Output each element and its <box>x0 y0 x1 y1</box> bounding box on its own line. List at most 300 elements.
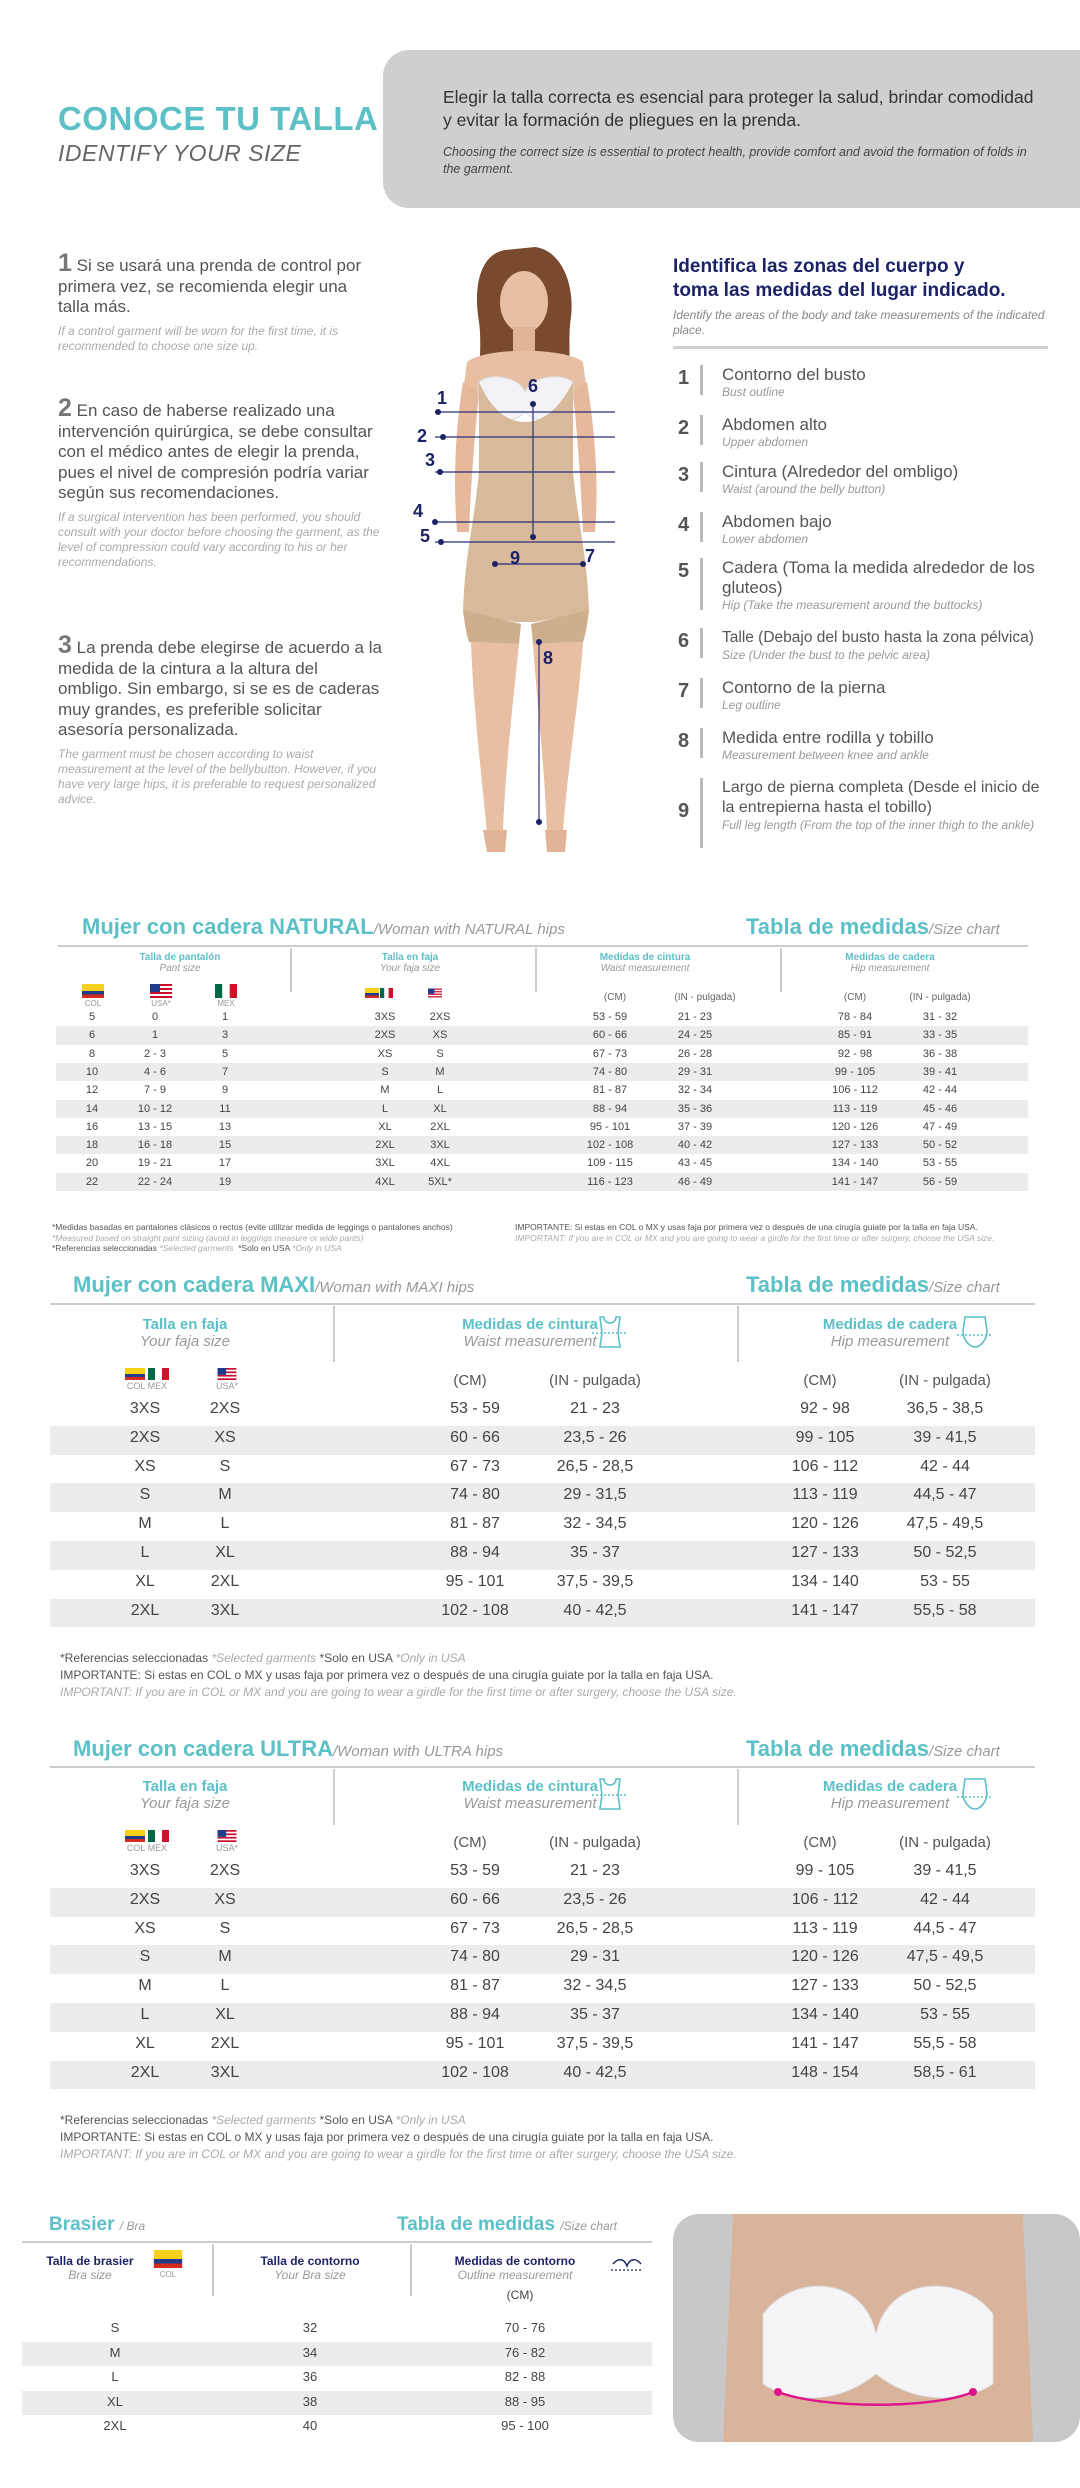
usa-flag-icon <box>217 1368 237 1380</box>
zone-bar <box>700 678 703 708</box>
table-cell: 10 <box>85 1065 99 1078</box>
table-cell: S <box>436 1047 444 1060</box>
table-cell: 32 <box>302 2320 318 2335</box>
marker-3: 3 <box>425 450 436 470</box>
ultra-chart-title <box>746 1736 1000 1762</box>
table-cell: 36,5 - 38,5 <box>906 1400 984 1417</box>
table-cell: 2XL <box>430 1120 450 1133</box>
maxi-foot-1i: *Selected garments <box>211 1651 317 1665</box>
table-cell: 16 - 18 <box>137 1139 173 1152</box>
table-cell: 7 - 9 <box>143 1084 166 1097</box>
table-cell: 2XL <box>210 1572 240 1590</box>
table-cell: 58,5 - 61 <box>913 2063 977 2081</box>
zone-bar <box>700 778 703 848</box>
zone-label-en: Waist (around the belly button) <box>722 482 886 496</box>
left-leg-shape <box>471 642 519 832</box>
table-cell: 106 - 112 <box>791 1457 859 1475</box>
ultra-title-sub: /Woman with ULTRA hips <box>332 1743 504 1760</box>
zone-label-es: Largo de pierna completa (Desde el inicio de la entrepierna hasta el tobillo) <box>722 779 1040 816</box>
table-cell: 22 - 24 <box>137 1175 173 1188</box>
maxi-col-divider <box>737 1306 739 1362</box>
table-cell: 23,5 - 26 <box>563 1428 627 1446</box>
bra-col-meas-sub: Outline measurement <box>457 2268 573 2282</box>
table-cell: 95 - 101 <box>589 1120 631 1133</box>
table-cell: 43 - 45 <box>677 1157 713 1170</box>
table-cell: 2XL <box>210 2034 240 2052</box>
bra-col-divider <box>410 2244 412 2296</box>
bra-col-divider <box>212 2244 214 2296</box>
table-cell: 20 <box>85 1157 99 1170</box>
table-cell: XL <box>107 2393 123 2409</box>
natural-col-waist <box>545 952 745 974</box>
zone-bar <box>700 728 703 758</box>
table-cell: 127 - 133 <box>831 1139 879 1152</box>
ultra-foot-1i: *Selected garments <box>211 2113 317 2127</box>
table-cell: 106 - 112 <box>791 1890 859 1908</box>
table-cell: 113 - 119 <box>832 1102 878 1115</box>
bra-col-contour-label: Talla de contorno <box>260 2254 360 2268</box>
natural-col-hip-sub: Hip measurement <box>850 963 930 974</box>
intro-text-es: Elegir la talla correcta es esencial para proteger la salud, brindar comodidad y evitar la formación de pliegues en la prenda. <box>443 87 1034 130</box>
zone-label-en: Upper abdomen <box>722 435 809 449</box>
zone-number: 9 <box>678 800 690 822</box>
ultra-foot-1b: *Solo en USA <box>319 2113 393 2127</box>
maxi-chart-sub: /Size chart <box>928 1279 1000 1296</box>
table-cell: 3XL <box>375 1157 395 1170</box>
zone-item <box>678 628 1048 662</box>
marker-9: 9 <box>510 548 521 568</box>
table-cell: 44,5 - 47 <box>913 1486 977 1504</box>
table-cell: 120 - 126 <box>831 1120 879 1133</box>
maxi-col-waist-sub: Waist measurement <box>463 1333 597 1350</box>
body-figure <box>395 232 665 862</box>
table-cell: XS <box>134 1919 156 1937</box>
table-cell: XS <box>134 1457 156 1475</box>
table-cell: 7 <box>221 1065 229 1078</box>
maxi-foot-1bi: *Only in USA <box>395 1651 466 1665</box>
col-mex-flag-icon <box>365 988 393 998</box>
table-cell: 18 <box>85 1139 99 1152</box>
usa-flag-icon <box>217 1830 237 1842</box>
table-cell: 13 - 15 <box>137 1120 173 1133</box>
table-cell: XL <box>215 1544 235 1561</box>
maxi-col-faja <box>100 1316 270 1350</box>
table-cell: 141 - 147 <box>791 1601 859 1619</box>
zone-bar <box>700 628 703 658</box>
table-cell: 99 - 105 <box>834 1065 876 1078</box>
bra-chart-title <box>397 2214 617 2236</box>
table-cell: 33 - 35 <box>922 1029 958 1042</box>
maxi-foot-1: *Referencias seleccionadas <box>60 1651 209 1665</box>
zone-label-es: Abdomen bajo <box>722 512 832 531</box>
table-cell: 47,5 - 49,5 <box>906 1948 984 1966</box>
table-cell: 29 - 31,5 <box>563 1486 627 1504</box>
ultra-unit-in-hip: (IN - pulgada) <box>899 1834 991 1851</box>
table-cell: 55,5 - 58 <box>913 1601 977 1619</box>
table-cell: 88 - 94 <box>450 2006 500 2023</box>
ultra-chart-main: Tabla de medidas <box>746 1736 929 1761</box>
natural-title <box>82 914 565 940</box>
maxi-col-hip-label: Medidas de cadera <box>822 1316 958 1333</box>
ultra-chart-sub: /Size chart <box>928 1743 1000 1760</box>
table-cell: 88 - 94 <box>592 1102 628 1115</box>
zone-item <box>678 778 1048 832</box>
ultra-col-faja-label: Talla en faja <box>142 1778 228 1795</box>
table-cell: 21 - 23 <box>570 1862 620 1879</box>
table-cell: 29 - 31 <box>570 1948 620 1966</box>
zone-label-es: Talle (Debajo del busto hasta la zona pélvica) <box>722 629 1034 646</box>
natural-col-pants-label: Talla de pantalón <box>139 952 221 963</box>
table-cell: S <box>219 1457 231 1475</box>
table-cell: 60 - 66 <box>450 1890 500 1908</box>
ultra-col-divider <box>333 1769 335 1825</box>
table-cell: 88 - 94 <box>450 1544 500 1561</box>
natural-col-hip-label: Medidas de cadera <box>845 952 935 963</box>
table-cell: 39 - 41,5 <box>913 1428 977 1446</box>
natural-flag-col-label: COL <box>84 999 102 1008</box>
table-cell: 17 <box>218 1157 232 1170</box>
natural-foot-1: *Medidas basadas en pantalones clásicos o rectos (evite utilizar medida de leggings o pantalones anchos) <box>52 1222 453 1232</box>
table-cell: 55,5 - 58 <box>913 2034 977 2052</box>
table-cell: 5 <box>221 1047 229 1060</box>
bra-col-meas-label: Medidas de contorno <box>454 2254 576 2268</box>
table-cell: 70 - 76 <box>504 2320 546 2335</box>
table-cell: M <box>218 1948 232 1966</box>
natural-flag-mex-label: MEX <box>217 999 235 1008</box>
table-cell: 67 - 73 <box>450 1457 500 1475</box>
table-cell: 3XL <box>430 1139 450 1152</box>
zone-label-en: Hip (Take the measurement around the buttocks) <box>722 598 983 612</box>
table-cell: 92 - 98 <box>800 1400 850 1417</box>
natural-title-main: Mujer con cadera NATURAL <box>82 914 374 939</box>
table-cell: 102 - 108 <box>441 1601 509 1619</box>
natural-flag-usa-label: USA* <box>151 999 171 1008</box>
table-cell: 47,5 - 49,5 <box>906 1515 984 1533</box>
natural-foot-3i: *Selected garments <box>159 1243 234 1253</box>
note-1 <box>58 249 383 354</box>
zone-item <box>678 558 1048 612</box>
ultra-footnotes <box>60 2112 1040 2163</box>
usa-flag-icon <box>428 988 442 998</box>
maxi-chart-title <box>746 1272 1000 1298</box>
zone-label-en: Leg outline <box>722 698 781 712</box>
table-cell: 15 <box>218 1139 232 1152</box>
table-cell: 2XS <box>429 1011 451 1023</box>
waist-measure-icon <box>590 1775 630 1813</box>
table-cell: 134 - 140 <box>791 2006 859 2023</box>
table-cell: XS <box>432 1029 448 1042</box>
natural-footnotes-right <box>515 1222 1025 1243</box>
natural-col-hip <box>790 952 990 974</box>
table-cell: 21 - 23 <box>570 1400 620 1417</box>
table-cell: 2XL <box>130 2063 160 2081</box>
note-text-en: The garment must be chosen according to waist measurement at the level of the bellybutton. However, if you have very large hips, it is preferable to request personalized advice. <box>58 746 377 806</box>
maxi-chart-main: Tabla de medidas <box>746 1272 929 1297</box>
table-cell: 3XS <box>129 1400 161 1417</box>
table-cell: 113 - 119 <box>792 1486 858 1504</box>
marker-5: 5 <box>420 526 431 546</box>
table-cell: 31 - 32 <box>922 1011 958 1023</box>
table-cell: 32 - 34 <box>677 1084 713 1097</box>
maxi-rule <box>50 1303 1035 1305</box>
mexico-flag-icon <box>215 984 237 998</box>
table-cell: S <box>139 1486 151 1504</box>
table-cell: 3 <box>221 1029 229 1042</box>
table-cell: 134 - 140 <box>791 1572 859 1590</box>
zone-bar <box>700 462 703 492</box>
zone-label-es: Contorno de la pierna <box>722 678 886 697</box>
table-cell: 53 - 59 <box>450 1862 500 1879</box>
table-cell: 36 <box>302 2369 318 2384</box>
maxi-title-sub: /Woman with MAXI hips <box>315 1279 475 1296</box>
maxi-col-waist-label: Medidas de cintura <box>462 1316 598 1333</box>
zone-number: 2 <box>678 417 690 439</box>
table-cell: XS <box>377 1047 393 1060</box>
zone-label-en: Lower abdomen <box>722 532 809 546</box>
natural-foot-3bi: *Only in USA <box>292 1243 342 1253</box>
ultra-flag-colmex-label: COL MEX <box>126 1843 168 1853</box>
table-cell: 2XS <box>374 1029 396 1042</box>
maxi-col-hip-sub: Hip measurement <box>830 1333 950 1350</box>
table-cell: 113 - 119 <box>792 1919 858 1937</box>
table-cell: 42 - 44 <box>920 1457 970 1475</box>
maxi-unit-in-hip: (IN - pulgada) <box>899 1372 991 1389</box>
note-number: 2 <box>58 394 72 422</box>
marker-6: 6 <box>528 376 539 396</box>
bra-title <box>49 2214 145 2236</box>
natural-foot-5: IMPORTANT: If you are in COL or MX and you are going to wear a girdle for the first time or after surgery, choose the USA size. <box>515 1232 995 1243</box>
table-cell: 127 - 133 <box>791 1977 859 1995</box>
table-cell: M <box>109 2344 121 2360</box>
table-cell: 81 - 87 <box>450 1977 500 1995</box>
table-cell: 106 - 112 <box>832 1084 878 1097</box>
ultra-foot-3: IMPORTANT: If you are in COL or MX and you are going to wear a girdle for the first time or after surgery, choose the USA size. <box>60 2147 737 2161</box>
table-cell: 81 - 87 <box>592 1084 628 1097</box>
table-cell: 3XS <box>129 1862 161 1879</box>
bra-col-contour-sub: Your Bra size <box>274 2268 346 2282</box>
bra-title-main: Brasier <box>49 2214 115 2235</box>
table-cell: 16 <box>85 1120 99 1133</box>
table-cell: 95 - 101 <box>445 2034 505 2052</box>
ultra-col-faja-sub: Your faja size <box>139 1795 231 1812</box>
zone-number: 3 <box>678 464 690 486</box>
zone-item <box>678 415 1048 449</box>
colombia-flag-icon <box>153 2250 183 2268</box>
natural-col-pants-sub: Pant size <box>159 963 201 974</box>
table-cell: 9 <box>221 1084 229 1097</box>
table-cell: 53 - 59 <box>450 1400 500 1417</box>
table-cell: 53 - 55 <box>922 1157 958 1170</box>
table-cell: L <box>140 1544 150 1561</box>
zones-subtitle: Identify the areas of the body and take measurements of the indicated place. <box>673 308 1045 337</box>
note-2 <box>58 394 383 570</box>
table-cell: 74 - 80 <box>592 1065 628 1078</box>
table-cell: M <box>138 1515 152 1533</box>
note-text-es: Si se usará una prenda de control por primera vez, se recomienda elegir una talla más. <box>58 256 362 316</box>
table-cell: 10 - 12 <box>137 1102 173 1115</box>
natural-chart-title <box>746 914 1000 940</box>
table-cell: 35 - 37 <box>570 2006 620 2023</box>
right-leg-shape <box>533 642 583 832</box>
zone-item <box>678 365 1048 399</box>
table-cell: 3XL <box>210 1601 240 1619</box>
table-cell: XL <box>135 1572 155 1590</box>
table-cell: 116 - 123 <box>587 1175 633 1188</box>
table-cell: 32 - 34,5 <box>563 1515 627 1533</box>
bra-measure-icon <box>610 2256 644 2278</box>
ultra-col-hip-label: Medidas de cadera <box>822 1778 958 1795</box>
zone-label-en: Bust outline <box>722 385 785 399</box>
table-cell: 85 - 91 <box>837 1029 873 1042</box>
table-cell: 26 - 28 <box>677 1047 713 1060</box>
table-cell: 12 <box>85 1084 99 1097</box>
natural-col-divider <box>290 948 292 992</box>
table-cell: S <box>110 2320 120 2335</box>
neck-shape <box>513 327 535 352</box>
right-foot-shape <box>545 830 567 852</box>
maxi-col-faja-sub: Your faja size <box>139 1333 231 1350</box>
maxi-foot-1b: *Solo en USA <box>319 1651 393 1665</box>
zone-number: 8 <box>678 730 690 752</box>
zone-label-en: Measurement between knee and ankle <box>722 748 929 762</box>
page-title: CONOCE TU TALLA <box>58 100 379 137</box>
table-cell: 40 - 42,5 <box>563 1601 627 1619</box>
table-cell: 19 <box>218 1175 232 1188</box>
table-cell: 134 - 140 <box>831 1157 879 1170</box>
table-cell: S <box>219 1919 231 1937</box>
bra-col-size-sub: Bra size <box>68 2268 112 2282</box>
zones-title <box>673 255 1006 303</box>
ultra-rule <box>50 1766 1035 1768</box>
natural-unit-in: (IN - pulgada) <box>674 992 736 1003</box>
zones-divider <box>673 346 1048 349</box>
natural-foot-2: *Measured based on straight pant sizing (avoid in leggings measure or wide pants) <box>52 1232 364 1243</box>
table-cell: 37,5 - 39,5 <box>556 2034 634 2052</box>
table-cell: 34 <box>302 2344 318 2360</box>
bra-col-size <box>30 2254 150 2282</box>
note-text-en: If a control garment will be worn for the first time, it is recommended to choose one size up. <box>58 323 339 353</box>
ultra-flag-usa-label: USA* <box>215 1843 238 1853</box>
table-cell: 102 - 108 <box>586 1139 634 1152</box>
table-cell: 2XL <box>130 1601 160 1619</box>
table-cell: 2XL <box>103 2418 127 2433</box>
ultra-title <box>73 1736 503 1762</box>
table-cell: 74 - 80 <box>450 1486 500 1504</box>
natural-foot-3: *Referencias seleccionadas <box>52 1243 157 1253</box>
table-cell: 47 - 49 <box>922 1120 958 1133</box>
table-cell: 2XS <box>209 1862 241 1879</box>
table-cell: 6 <box>88 1029 96 1042</box>
table-cell: 19 - 21 <box>137 1157 173 1170</box>
table-cell: 109 - 115 <box>587 1157 633 1170</box>
table-cell: 148 - 154 <box>791 2063 859 2081</box>
table-cell: 53 - 55 <box>920 2006 970 2023</box>
table-cell: 67 - 73 <box>592 1047 628 1060</box>
table-cell: 60 - 66 <box>450 1428 500 1446</box>
maxi-flag-colmex-label: COL MEX <box>126 1381 168 1391</box>
natural-rule <box>58 945 1028 947</box>
zone-label-es: Cadera (Toma la medida alrededor de los gluteos) <box>722 558 1035 597</box>
natural-col-waist-label: Medidas de cintura <box>599 952 691 963</box>
note-text-es: En caso de haberse realizado una intervención quirúrgica, se debe consultar con el médico antes de elegir la prenda, pues el nivel de compresión podría variar según sus recomendaciones. <box>58 401 373 502</box>
marker-8: 8 <box>543 648 554 668</box>
table-cell: 32 - 34,5 <box>563 1977 627 1995</box>
table-cell: 99 - 105 <box>795 1862 855 1879</box>
bra-photo <box>673 2214 1080 2442</box>
table-cell: 4XL <box>430 1157 450 1170</box>
maxi-unit-in: (IN - pulgada) <box>549 1372 641 1389</box>
natural-unit-cm-hip: (CM) <box>843 992 867 1003</box>
zone-label-es: Cintura (Alrededor del ombligo) <box>722 462 959 481</box>
col-mex-flag-icon <box>125 1830 169 1842</box>
table-cell: XS <box>214 1890 236 1908</box>
table-cell: XL <box>433 1102 447 1115</box>
ultra-foot-2: IMPORTANTE: Si estas en COL o MX y usas faja por primera vez o después de una cirugía guiate por la talla en faja USA. <box>60 2130 714 2144</box>
table-cell: M <box>435 1065 445 1078</box>
table-cell: 76 - 82 <box>504 2344 546 2360</box>
table-cell: 11 <box>219 1102 231 1115</box>
table-cell: XS <box>214 1428 236 1446</box>
zone-item <box>678 462 1048 496</box>
table-cell: S <box>381 1065 389 1078</box>
table-cell: 24 - 25 <box>677 1029 713 1042</box>
table-cell: M <box>380 1084 390 1097</box>
usa-flag-icon <box>150 984 172 998</box>
natural-chart-sub: /Size chart <box>928 921 1000 938</box>
table-cell: 53 - 55 <box>920 1572 970 1590</box>
table-cell: 50 - 52,5 <box>913 1544 977 1561</box>
maxi-col-faja-label: Talla en faja <box>142 1316 228 1333</box>
table-cell: 22 <box>85 1175 99 1188</box>
natural-footnotes-left <box>52 1222 522 1254</box>
ultra-unit-in: (IN - pulgada) <box>549 1834 641 1851</box>
marker-2: 2 <box>417 426 428 446</box>
zone-number: 5 <box>678 560 690 582</box>
table-cell: 39 - 41 <box>922 1065 958 1078</box>
natural-foot-4: IMPORTANTE: Si estas en COL o MX y usas faja por primera vez o después de una cirugía guiate por la talla en faja USA. <box>515 1222 978 1232</box>
table-cell: 29 - 31 <box>677 1065 713 1078</box>
maxi-footnotes <box>60 1650 1040 1701</box>
table-cell: 37 - 39 <box>677 1120 713 1133</box>
table-cell: S <box>139 1948 151 1966</box>
zone-bar <box>700 365 703 395</box>
table-cell: 141 - 147 <box>791 2034 859 2052</box>
table-cell: 50 - 52 <box>922 1139 958 1152</box>
ultra-col-waist-label: Medidas de cintura <box>462 1778 598 1795</box>
table-cell: 92 - 98 <box>837 1047 873 1060</box>
bra-col-meas <box>420 2254 610 2282</box>
table-cell: 40 - 42 <box>677 1139 713 1152</box>
bra-unit-cm: (CM) <box>506 2288 534 2302</box>
bra-chart-main: Tabla de medidas <box>397 2214 556 2235</box>
table-cell: 2XS <box>129 1890 161 1908</box>
table-cell: 99 - 105 <box>795 1428 855 1446</box>
ultra-col-faja <box>100 1778 270 1812</box>
zone-label-en: Full leg length (From the top of the inner thigh to the ankle) <box>722 818 1035 832</box>
table-cell: 95 - 101 <box>445 1572 505 1590</box>
table-cell: 120 - 126 <box>791 1515 859 1533</box>
table-cell: 38 <box>302 2393 318 2409</box>
ultra-foot-1: *Referencias seleccionadas <box>60 2113 209 2127</box>
note-text-en: If a surgical intervention has been performed, you should consult with your doctor before choosing the garment, as the level of compression could vary according to his or her recommendations. <box>58 509 380 569</box>
natural-col-faja <box>300 952 520 974</box>
table-cell: 95 - 100 <box>501 2418 549 2433</box>
maxi-title-main: Mujer con cadera MAXI <box>73 1272 316 1297</box>
maxi-foot-2: IMPORTANTE: Si estas en COL o MX y usas faja por primera vez o después de una cirugía guiate por la talla en faja USA. <box>60 1668 714 1682</box>
table-cell: L <box>111 2369 119 2384</box>
table-cell: 5XL* <box>428 1175 452 1188</box>
zone-number: 1 <box>678 367 690 389</box>
